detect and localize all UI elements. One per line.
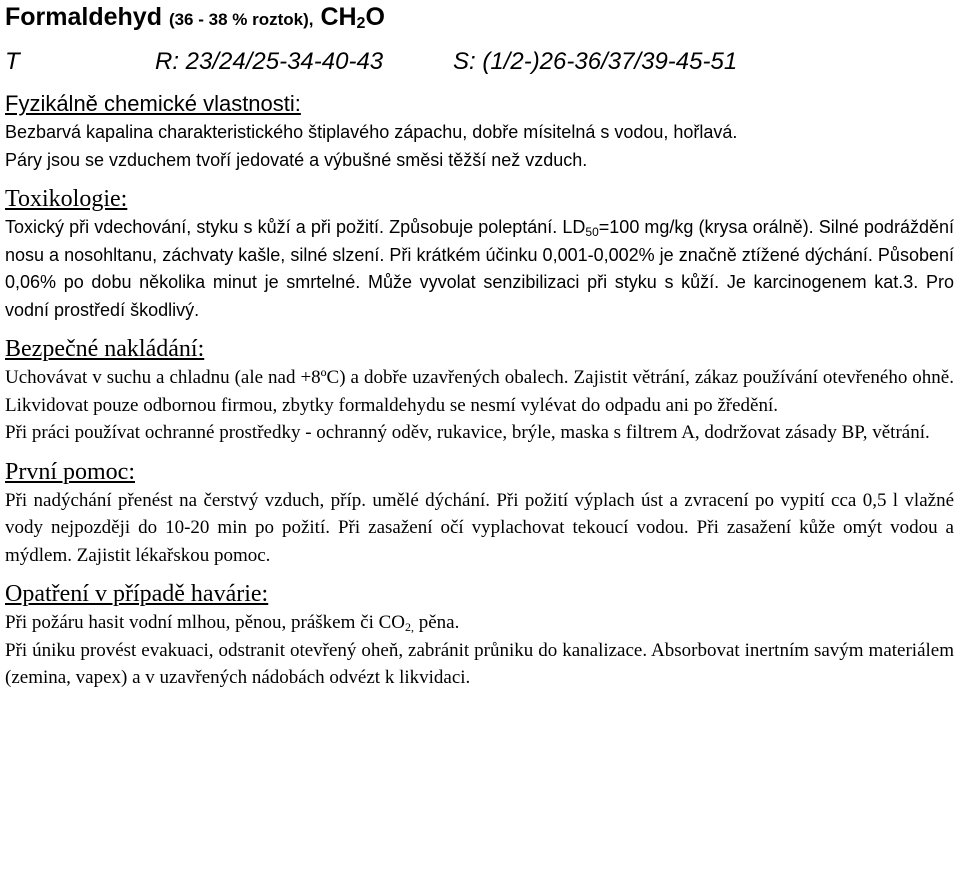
- accident-paragraph-2: Při úniku provést evakuaci, odstranit otevřený oheň, zabránit průniku do kanalizace. Absorbovat inertním savým materiálem (zemina, vapex) a v uzavřených nádobách odvézt k likvidaci.: [5, 639, 954, 688]
- toxicology-heading: Toxikologie:: [5, 186, 128, 212]
- accident-heading: Opatření v případě havárie:: [5, 581, 269, 607]
- handling-paragraph-2: Při práci používat ochranné prostředky - ochranný oděv, rukavice, brýle, maska s filtrem A, dodržovat zásady BP, větrání.: [5, 422, 930, 443]
- chemical-formula: $CH_2O$: [320, 3, 385, 32]
- physchem-line-2: Páry jsou se vzduchem tvoří jedovaté a výbušné směsi těžší než vzduch.: [5, 149, 588, 170]
- risk-phrases: R: 23/24/25-34-40-43: [155, 48, 384, 75]
- physchem-line-1: Bezbarvá kapalina charakteristického štiplavého zápachu, dobře mísitelná s vodou, hořlavá.: [5, 122, 738, 142]
- handling-paragraph-1: Uchovávat v suchu a chladnu (ale nad +8ºC) a dobře uzavřených obalech. Zajistit větrání, zákaz používání otevřeného ohně. Likvidovat pouze odbornou firmou, zbytky formaldehydu se nesmí vylévat do odpadu ani po žředění.: [5, 367, 954, 416]
- handling-heading: Bezpečné nakládání:: [5, 336, 205, 362]
- firstaid-heading: První pomoc:: [5, 458, 135, 485]
- physchem-heading: Fyzikálně chemické vlastnosti:: [5, 91, 301, 116]
- substance-name: Formaldehyd: [5, 3, 162, 31]
- firstaid-text: Při nadýchání přenést na čerstvý vzduch, příp. umělé dýchání. Při požití výplach úst a zvracení po vypití cca 0,5 l vlažné vody nejpozději do 10-20 min po požití. Při zasažení očí vyplachovat tekoucí vodou. Při zasažení kůže omýt vodou a mýdlem. Zajistit lékařskou pomoc.: [5, 489, 954, 566]
- toxicology-text: Toxický při vdechování, styku s kůží a při požití. Způsobuje poleptání. $LD_{50}=100$ mg/kg (krysa orálně). Silné podráždění nosu a nosohltanu, záchvaty kašle, silné slzení. Při krátkém účinku 0,001-0,002% je značně ztížené dýchání. Působení 0,06% po dobu několika minut je smrtelné. Může vyvolat senzibilizaci při styku s kůží. Je karcinogenem kat.3. Pro vodní prostředí škodlivý.: [5, 217, 954, 320]
- hazard-codes: [5, 44, 954, 80]
- safety-phrases: S: (1/2-)26-36/37/39-45-51: [453, 48, 738, 75]
- document-title: [5, 0, 954, 37]
- hazard-symbol: T: [5, 48, 20, 75]
- concentration-note: (36 - 38 % roztok),: [168, 10, 314, 29]
- accident-line-1: Při požáru hasit vodní mlhou, pěnou, práškem či $CO_{2,}$ pěna.: [5, 612, 460, 634]
